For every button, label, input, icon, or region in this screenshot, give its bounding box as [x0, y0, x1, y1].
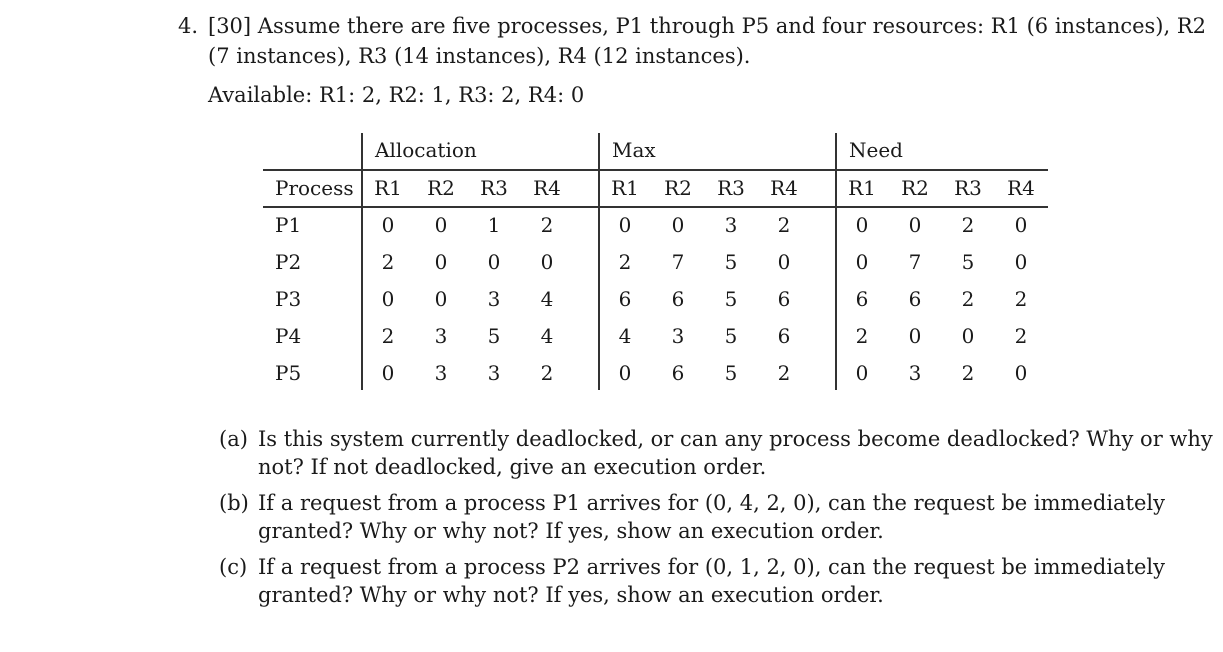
part-a-label: (a): [219, 427, 248, 451]
table-cell: 2: [1014, 324, 1028, 348]
table-cell: 4: [540, 324, 554, 348]
process-label: P5: [275, 361, 302, 385]
part-b-label: (b): [219, 491, 249, 515]
table-cell: 5: [487, 324, 501, 348]
table-cell: 6: [671, 361, 685, 385]
problem-number: 4.: [178, 14, 199, 38]
table-cell: 0: [434, 213, 448, 237]
table-cell: 0: [671, 213, 685, 237]
table-cell: 3: [908, 361, 922, 385]
table-cell: 2: [540, 361, 554, 385]
table-cell: 6: [777, 324, 791, 348]
subheader-rule: [263, 206, 1048, 208]
table-cell: 3: [671, 324, 685, 348]
resource-header: R1: [611, 176, 639, 200]
process-label: P1: [275, 213, 302, 237]
table-cell: 2: [961, 361, 975, 385]
table-cell: 0: [855, 361, 869, 385]
table-cell: 6: [855, 287, 869, 311]
table-cell: 3: [724, 213, 738, 237]
resource-header: R2: [901, 176, 929, 200]
table-cell: 0: [855, 213, 869, 237]
table-cell: 0: [855, 250, 869, 274]
resource-header: R4: [533, 176, 561, 200]
column-divider-2: [598, 133, 600, 390]
available-resources: Available: R1: 2, R2: 1, R3: 2, R4: 0: [208, 83, 585, 107]
table-cell: 0: [1014, 361, 1028, 385]
part-a-text-line-1: Is this system currently deadlocked, or can any process become deadlocked? Why or why: [258, 427, 1213, 451]
table-cell: 0: [540, 250, 554, 274]
table-cell: 0: [1014, 213, 1028, 237]
table-cell: 0: [908, 324, 922, 348]
table-cell: 0: [777, 250, 791, 274]
table-cell: 2: [1014, 287, 1028, 311]
table-cell: 0: [618, 361, 632, 385]
process-label: P4: [275, 324, 302, 348]
table-cell: 5: [724, 250, 738, 274]
table-cell: 0: [1014, 250, 1028, 274]
table-cell: 7: [908, 250, 922, 274]
table-cell: 2: [777, 361, 791, 385]
table-cell: 0: [618, 213, 632, 237]
table-cell: 6: [908, 287, 922, 311]
table-cell: 2: [381, 324, 395, 348]
header-rule: [263, 169, 1048, 171]
table-cell: 3: [487, 361, 501, 385]
resource-header: R2: [664, 176, 692, 200]
allocation-header: Allocation: [375, 138, 477, 162]
table-cell: 0: [908, 213, 922, 237]
process-label: P2: [275, 250, 302, 274]
table-cell: 0: [434, 250, 448, 274]
table-cell: 0: [487, 250, 501, 274]
table-cell: 2: [961, 213, 975, 237]
column-divider-3: [835, 133, 837, 390]
table-cell: 0: [381, 213, 395, 237]
table-cell: 3: [487, 287, 501, 311]
table-cell: 2: [855, 324, 869, 348]
part-c-text-line-2: granted? Why or why not? If yes, show an execution order.: [258, 583, 884, 607]
table-cell: 6: [777, 287, 791, 311]
table-cell: 2: [961, 287, 975, 311]
table-cell: 6: [618, 287, 632, 311]
table-cell: 6: [671, 287, 685, 311]
table-cell: 2: [618, 250, 632, 274]
table-cell: 5: [724, 324, 738, 348]
table-cell: 5: [724, 287, 738, 311]
part-c-text-line-1: If a request from a process P2 arrives for (0, 1, 2, 0), can the request be immediately: [258, 555, 1165, 579]
resource-header: R2: [427, 176, 455, 200]
table-cell: 3: [434, 324, 448, 348]
part-c-label: (c): [219, 555, 248, 579]
problem-statement-line-2: (7 instances), R3 (14 instances), R4 (12 instances).: [208, 44, 751, 68]
resource-header: R3: [717, 176, 745, 200]
need-header: Need: [849, 138, 903, 162]
part-a-text-line-2: not? If not deadlocked, give an execution order.: [258, 455, 767, 479]
table-cell: 5: [961, 250, 975, 274]
table-cell: 5: [724, 361, 738, 385]
resource-header: R4: [1007, 176, 1035, 200]
table-cell: 0: [434, 287, 448, 311]
table-cell: 0: [961, 324, 975, 348]
resource-header: R3: [954, 176, 982, 200]
process-label: P3: [275, 287, 302, 311]
process-column-header: Process: [275, 176, 354, 200]
resource-header: R3: [480, 176, 508, 200]
resource-header: R1: [374, 176, 402, 200]
resource-header: R1: [848, 176, 876, 200]
table-cell: 4: [618, 324, 632, 348]
part-b-text-line-1: If a request from a process P1 arrives for (0, 4, 2, 0), can the request be immediately: [258, 491, 1165, 515]
max-header: Max: [612, 138, 656, 162]
table-cell: 1: [487, 213, 501, 237]
problem-statement-line-1: [30] Assume there are five processes, P1 through P5 and four resources: R1 (6 instances), R2: [208, 14, 1207, 38]
table-cell: 2: [381, 250, 395, 274]
table-cell: 2: [777, 213, 791, 237]
table-cell: 0: [381, 361, 395, 385]
table-cell: 0: [381, 287, 395, 311]
column-divider-1: [361, 133, 363, 390]
table-cell: 3: [434, 361, 448, 385]
part-b-text-line-2: granted? Why or why not? If yes, show an execution order.: [258, 519, 884, 543]
table-cell: 2: [540, 213, 554, 237]
table-cell: 4: [540, 287, 554, 311]
table-cell: 7: [671, 250, 685, 274]
resource-header: R4: [770, 176, 798, 200]
